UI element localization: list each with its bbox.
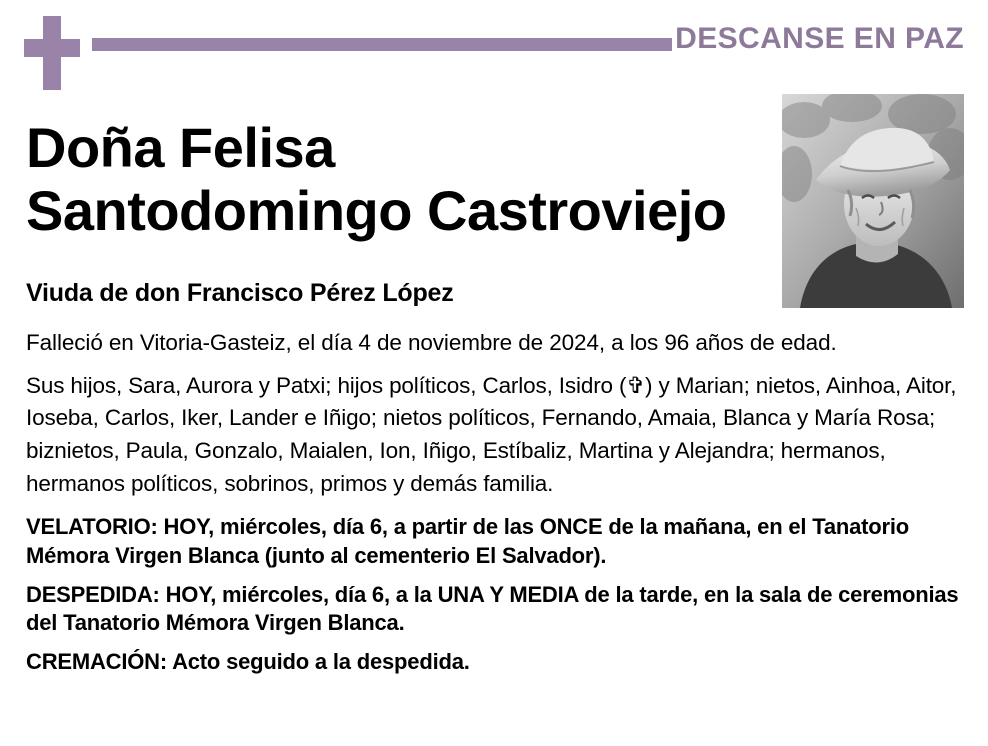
despedida-notice: DESPEDIDA: HOY, miércoles, día 6, a la UNA Y MEDIA de la tarde, en la sala de ceremonias del Tanatorio Mémora Virgen Blanca.	[26, 581, 959, 636]
page-title	[26, 98, 786, 243]
velatorio-notice: VELATORIO: HOY, miércoles, día 6, a partir de las ONCE de la mañana, en el Tanatorio Mémora Virgen Blanca (junto al cementerio El Salvador).	[26, 513, 910, 568]
deceased-name-line-2: Santodomingo Castroviejo	[26, 179, 727, 243]
deceased-name-line-1: Doña Felisa	[26, 116, 335, 179]
cross-icon	[24, 16, 80, 90]
death-notice: Falleció en Vitoria-Gasteiz, el día 4 de noviembre de 2024, a los 96 años de edad.	[26, 329, 837, 355]
cremacion-notice: CREMACIÓN: Acto seguido a la despedida.	[26, 649, 470, 675]
cross-horizontal-bar	[24, 39, 80, 57]
spouse-line: Viuda de don Francisco Pérez López	[26, 278, 454, 307]
rest-in-peace-text: DESCANSE EN PAZ	[675, 22, 964, 55]
header-rule	[92, 38, 672, 51]
portrait-photo	[782, 94, 964, 308]
family-list: Sus hijos, Sara, Aurora y Patxi; hijos políticos, Carlos, Isidro (✞) y Marian; nietos, Ainhoa, Aitor, Ioseba, Carlos, Iker, Lander e Iñigo; nietos políticos, Fernando, Amaia, Blanca y María Rosa; biznietos, Paula, Gonzalo, Maialen, Ion, Iñigo, Estíbaliz, Martina y Alejandra; hermanos, hermanos políticos, sobrinos, primos y demás familia.	[26, 372, 957, 497]
obituary-header	[0, 0, 988, 92]
